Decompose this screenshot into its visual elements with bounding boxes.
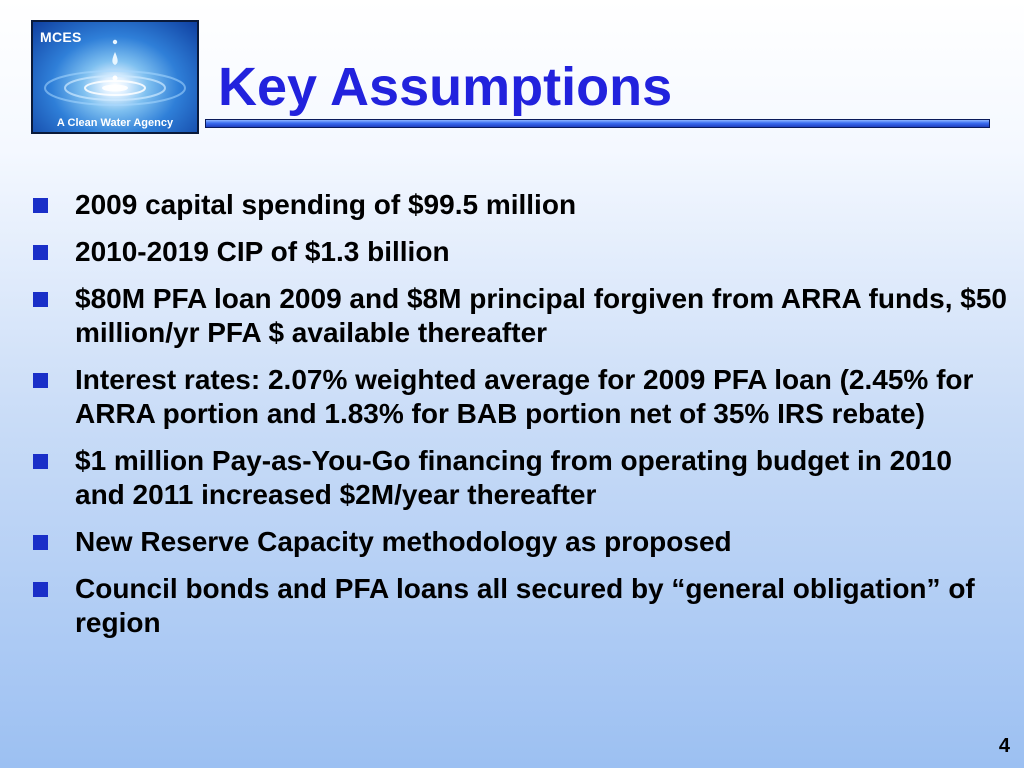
square-bullet-icon: [33, 582, 48, 597]
square-bullet-icon: [33, 535, 48, 550]
bullet-item: [28, 282, 1008, 350]
square-bullet-icon: [33, 198, 48, 213]
bullet-list: [28, 188, 1008, 653]
square-bullet-icon: [33, 245, 48, 260]
page-number: 4: [998, 735, 1010, 757]
bullet-text: 2010-2019 CIP of $1.3 billion: [75, 236, 450, 267]
bullet-text: New Reserve Capacity methodology as proposed: [75, 526, 732, 557]
slide-title: Key Assumptions: [218, 57, 673, 117]
bullet-text: Interest rates: 2.07% weighted average for 2009 PFA loan (2.45% for ARRA portion and 1.83% for BAB portion net of 35% IRS rebate): [75, 364, 974, 429]
bullet-text: $80M PFA loan 2009 and $8M principal forgiven from ARRA funds, $50 million/yr PFA $ available thereafter: [75, 283, 1007, 348]
bullet-text: $1 million Pay-as-You-Go financing from operating budget in 2010 and 2011 increased $2M/year thereafter: [75, 445, 952, 510]
title-underline-rule: [205, 119, 990, 128]
bullet-item: [28, 188, 1008, 222]
mces-logo: [31, 20, 199, 134]
logo-title: MCES: [40, 29, 82, 45]
bullet-item: [28, 363, 1008, 431]
bullet-item: [28, 572, 1008, 640]
square-bullet-icon: [33, 292, 48, 307]
bullet-text: 2009 capital spending of $99.5 million: [75, 189, 577, 220]
bullet-item: [28, 525, 1008, 559]
bullet-item: [28, 444, 1008, 512]
square-bullet-icon: [33, 373, 48, 388]
bullet-text: Council bonds and PFA loans all secured by “general obligation” of region: [75, 573, 975, 638]
square-bullet-icon: [33, 454, 48, 469]
logo-tagline: A Clean Water Agency: [56, 117, 174, 129]
bullet-item: [28, 235, 1008, 269]
